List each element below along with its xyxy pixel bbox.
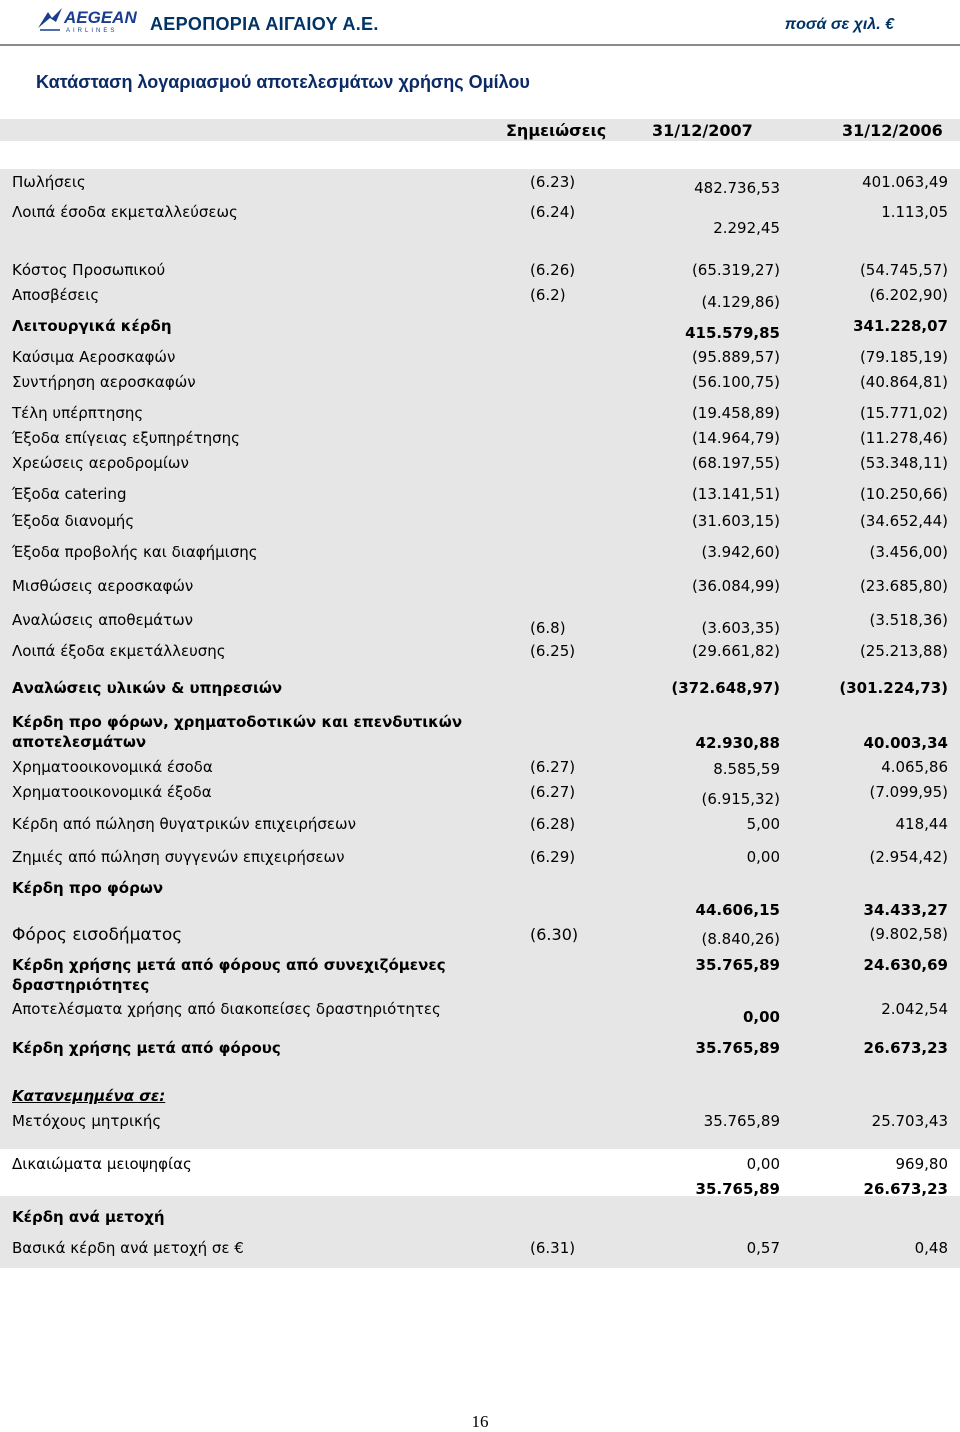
row-value-2007: 0,00 (746, 848, 780, 866)
row-value-2006: (11.278,46) (859, 429, 948, 447)
table-row (0, 485, 960, 507)
row-value-2006: (40.864,81) (859, 373, 948, 391)
page-number: 16 (471, 1412, 489, 1431)
row-value-2007: 35.765,89 (703, 1112, 780, 1130)
row-value-2007: (36.084,99) (691, 577, 780, 595)
row-label: Φόρος εισοδήματος (12, 925, 183, 945)
table-row (0, 1087, 960, 1109)
table-row (0, 1112, 960, 1134)
row-value-2007: (8.840,26) (701, 930, 780, 948)
row-note: (6.30) (530, 925, 579, 944)
row-label: Τέλη υπέρπτησης (12, 404, 144, 422)
row-label: Αναλώσεις αποθεμάτων (12, 611, 194, 629)
row-label: Συντήρηση αεροσκαφών (12, 373, 196, 391)
row-label: Κέρδη ανά μετοχή (12, 1208, 165, 1226)
row-value-2006: (7.099,95) (869, 783, 948, 801)
row-value-2006: 40.003,34 (863, 734, 948, 752)
row-value-2007: (14.964,79) (691, 429, 780, 447)
row-value-2007: 35.765,89 (695, 1039, 780, 1057)
row-note: (6.23) (530, 173, 576, 191)
row-label: Έξοδα catering (12, 485, 127, 503)
table-row (0, 429, 960, 451)
row-value-2006: 401.063,49 (862, 173, 948, 191)
row-label: Πωλήσεις (12, 173, 86, 191)
row-label: Ζημιές από πώληση συγγενών επιχειρήσεων (12, 848, 345, 866)
row-note: (6.27) (530, 783, 576, 801)
aegean-logo-bird-icon (36, 6, 66, 34)
column-header-2006: 31/12/2006 (842, 121, 943, 140)
row-value-2006: (79.185,19) (859, 348, 948, 366)
logo-subtitle: AIRLINES (66, 28, 118, 34)
row-label: Κέρδη από πώληση θυγατρικών επιχειρήσεων (12, 815, 356, 833)
row-value-2006: 26.673,23 (863, 1180, 948, 1198)
page-title: Κατάσταση λογαριασμού αποτελεσμάτων χρήσης Ομίλου (36, 72, 530, 92)
row-label: Βασικά κέρδη ανά μετοχή σε € (12, 1239, 244, 1257)
table-row (0, 404, 960, 426)
table-row (0, 203, 960, 237)
row-value-2007: 415.579,85 (685, 324, 780, 342)
row-label: Κόστος Προσωπικού (12, 261, 166, 279)
table-row (0, 642, 960, 664)
row-value-2007: (31.603,15) (691, 512, 780, 530)
table-row (0, 373, 960, 395)
column-header-2007: 31/12/2007 (652, 121, 753, 140)
company-name: ΑΕΡΟΠΟΡΙΑ ΑΙΓΑΙΟΥ Α.Ε. (150, 14, 379, 34)
row-value-2007: (13.141,51) (691, 485, 780, 503)
row-label: Έξοδα προβολής και διαφήμισης (12, 543, 258, 561)
table-row (0, 713, 960, 753)
row-label: Χρηματοοικονομικά έσοδα (12, 758, 213, 776)
row-value-2007: 8.585,59 (713, 760, 780, 778)
table-row (0, 261, 960, 283)
row-value-2006: 34.433,27 (863, 901, 948, 919)
row-note: (6.29) (530, 848, 576, 866)
row-label: Λειτουργικά κέρδη (12, 317, 172, 335)
row-label: Αναλώσεις υλικών & υπηρεσιών (12, 679, 283, 697)
row-value-2006: 341.228,07 (853, 317, 948, 335)
row-value-2006: 418,44 (895, 815, 948, 833)
column-header-band (0, 119, 960, 141)
row-note: (6.25) (530, 642, 576, 660)
row-value-2007: (65.319,27) (691, 261, 780, 279)
table-row (0, 1155, 960, 1177)
row-value-2006: (23.685,80) (859, 577, 948, 595)
table-row (0, 577, 960, 599)
row-label: Κέρδη προ φόρων (12, 879, 164, 897)
logo-word: AEGEAN (64, 8, 137, 27)
row-value-2007: 0,00 (746, 1155, 780, 1173)
row-value-2006: (10.250,66) (859, 485, 948, 503)
row-value-2006: (15.771,02) (859, 404, 948, 422)
row-note: (6.2) (530, 286, 566, 304)
table-row (0, 758, 960, 780)
table-row (0, 956, 960, 996)
row-value-2006: (301.224,73) (839, 679, 948, 697)
row-label: Μισθώσεις αεροσκαφών (12, 577, 194, 595)
row-label: Αποσβέσεις (12, 286, 100, 304)
row-value-2007: 0,57 (746, 1239, 780, 1257)
row-value-2006: (53.348,11) (859, 454, 948, 472)
row-note: (6.28) (530, 815, 576, 833)
row-value-2007: 482.736,53 (694, 179, 780, 197)
row-value-2007: (3.942,60) (701, 543, 780, 561)
row-value-2006: (25.213,88) (859, 642, 948, 660)
row-value-2007: 42.930,88 (695, 734, 780, 752)
row-label: Χρεώσεις αεροδρομίων (12, 454, 189, 472)
row-label: Κέρδη χρήσης μετά από φόρους (12, 1039, 281, 1057)
table-row (0, 815, 960, 837)
table-row (0, 348, 960, 370)
row-label-continued: αποτελεσμάτων (12, 733, 147, 751)
row-note: (6.8) (530, 619, 566, 637)
table-row (0, 679, 960, 701)
row-value-2007: (68.197,55) (691, 454, 780, 472)
row-label: Αποτελέσματα χρήσης από διακοπείσες δραστηριότητες (12, 1000, 441, 1018)
table-row (0, 286, 960, 311)
table-row (0, 1208, 960, 1230)
row-label: Έξοδα διανομής (12, 512, 135, 530)
table-row (0, 173, 960, 195)
row-value-2006: 4.065,86 (881, 758, 948, 776)
row-value-2006: 0,48 (914, 1239, 948, 1257)
row-value-2007: (372.648,97) (671, 679, 780, 697)
table-row (0, 783, 960, 808)
row-value-2006: 969,80 (895, 1155, 948, 1173)
row-note: (6.24) (530, 203, 576, 221)
row-value-2007: (29.661,82) (691, 642, 780, 660)
page-header (0, 0, 960, 44)
row-label: Κατανεμημένα σε: (12, 1087, 166, 1105)
row-label: Καύσιμα Αεροσκαφών (12, 348, 176, 366)
row-value-2007: (6.915,32) (701, 790, 780, 808)
row-value-2007: 5,00 (746, 815, 780, 833)
row-value-2006: (2.954,42) (869, 848, 948, 866)
table-row (0, 879, 960, 923)
row-label: Λοιπά έξοδα εκμετάλλευσης (12, 642, 226, 660)
table-row (0, 454, 960, 476)
row-value-2007: (4.129,86) (701, 293, 780, 311)
row-value-2007: (3.603,35) (701, 619, 780, 637)
table-row (0, 512, 960, 534)
row-label: Κέρδη χρήσης μετά από φόρους από συνεχιζόμενες (12, 956, 446, 974)
table-row (0, 317, 960, 342)
table-row (0, 1000, 960, 1030)
row-value-2006: (6.202,90) (869, 286, 948, 304)
row-label: Λοιπά έσοδα εκμεταλλεύσεως (12, 203, 238, 221)
table-row (0, 925, 960, 947)
row-note: (6.31) (530, 1239, 576, 1257)
row-value-2007: (56.100,75) (691, 373, 780, 391)
row-value-2007: (95.889,57) (691, 348, 780, 366)
row-note: (6.27) (530, 758, 576, 776)
row-value-2007: (19.458,89) (691, 404, 780, 422)
row-label: Χρηματοοικονομικά έξοδα (12, 783, 212, 801)
row-label: Δικαιώματα μειοψηφίας (12, 1155, 192, 1173)
row-label: Μετόχους μητρικής (12, 1112, 162, 1130)
header-divider (0, 44, 960, 46)
row-value-2006: (3.518,36) (869, 611, 948, 629)
row-value-2006: 2.042,54 (881, 1000, 948, 1018)
row-value-2006: (34.652,44) (859, 512, 948, 530)
row-label: Έξοδα επίγειας εξυπηρέτησης (12, 429, 240, 447)
row-value-2007: 44.606,15 (695, 901, 780, 919)
table-row (0, 611, 960, 637)
table-row (0, 1039, 960, 1061)
row-value-2006: (3.456,00) (869, 543, 948, 561)
row-label: Κέρδη προ φόρων, χρηματοδοτικών και επενδυτικών (12, 713, 463, 731)
row-value-2006: (9.802,58) (869, 925, 948, 943)
row-value-2006: (54.745,57) (859, 261, 948, 279)
row-value-2006: 1.113,05 (881, 203, 948, 221)
aegean-logo (36, 4, 137, 40)
row-note: (6.26) (530, 261, 576, 279)
table-row (0, 848, 960, 870)
row-label-continued: δραστηριότητες (12, 976, 150, 994)
row-value-2006: 25.703,43 (871, 1112, 948, 1130)
row-value-2007: 2.292,45 (713, 219, 780, 237)
row-value-2006: 24.630,69 (863, 956, 948, 974)
table-row (0, 1239, 960, 1261)
row-value-2006: 26.673,23 (863, 1039, 948, 1057)
row-value-2007: 35.765,89 (695, 1180, 780, 1198)
column-header-notes: Σημειώσεις (506, 121, 607, 140)
row-value-2007: 35.765,89 (695, 956, 780, 974)
table-row (0, 543, 960, 565)
row-value-2007: 0,00 (742, 1008, 780, 1026)
table-row (0, 1180, 960, 1202)
amounts-unit-note: ποσά σε χιλ. € (784, 16, 894, 33)
